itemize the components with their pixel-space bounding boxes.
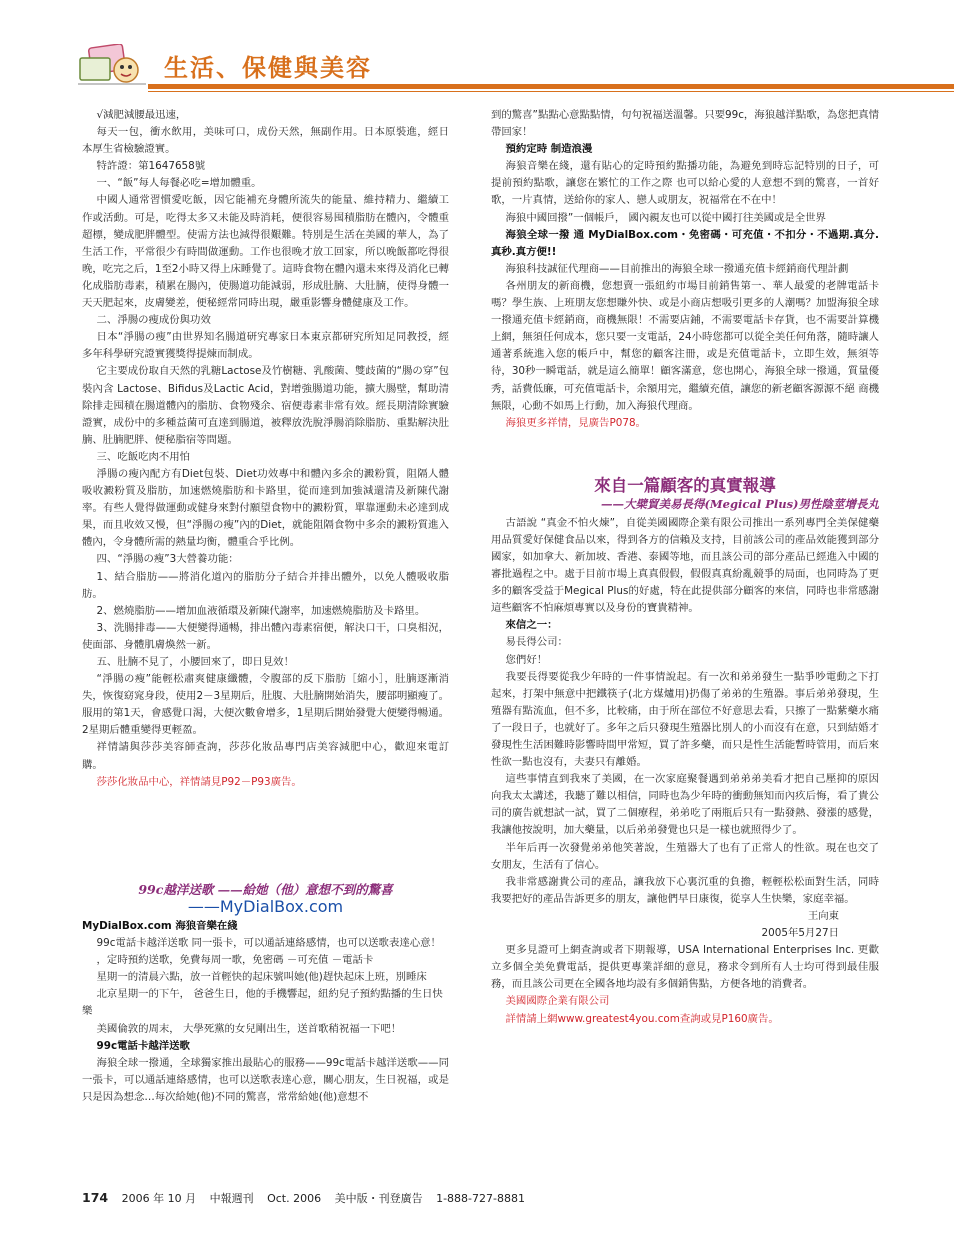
paragraph: 它主要成份取自天然的乳糖Lactose及竹樹糖、乳酸菌、雙歧菌的“腸の穿”包裝內含 Lactose、Bifidus及Lactic Acid，對增強腸道功能，擴大腸壁，幫助清除排走囤積在腸道體內的脂肪、食物殘余、宿便毒素非常有效。經長期清除實驗證實，成份中的多種益菌可直達到腸道，被釋放洗脫淨腸消除脂肪、重點解決肚腩、肚腩肥胖、便秘脂宿等問題。: [82, 365, 449, 446]
report-subtitle: ——大檗貿美易長得(Megical Plus)男性陰莖增長丸: [600, 496, 879, 511]
section-heading: 四、“淨腸の瘦”3大營養功能：: [96, 553, 239, 566]
paragraph: 到的驚喜”點點心意點點情，句句祝福送溫馨。只要99c，海狼越洋點歌，為您把真情帶回家！: [491, 109, 879, 139]
ad-heading: 99c電話卡越洋送歌: [96, 1039, 190, 1052]
edition-label: 美中版・刊登廣告: [334, 1192, 423, 1205]
ad-line: 99c電話卡越洋送歌 同一張卡，可以通話連絡感情，也可以送歌表達心意！: [96, 937, 441, 950]
paragraph: √減肥減腰最迅速，: [96, 109, 187, 121]
report-title: 來自一篇顧客的真實報導: [594, 475, 776, 495]
paragraph: 中國人通常習慣愛吃飯，因它能補充身體所流失的能量、維持精力、繼續工作或活動。可是，吃得太多又未能及時消耗，便很容易囤積脂肪在體內，令體重超標，變成肥胖體型。使需方法也減得很艱難。特別是生活在美國的華人，為了生活工作，平常很少有時間做運動。工作也很晚才放工回家，所以晚飯都吃得很晚，吃完之后，1至2小時又得上床睡覺了。這時食物在體內還未來得及消化已轉化成脂肪毒素，積累在腸內，使腸道功能減弱，形成肚腩、大肚腩，使得身體一天天肥起來，皮膚變差，便秘經常同時出現，嚴重影響身體健康及工作。: [82, 194, 449, 310]
paragraph: 日本“淨腸の痩”由世界知名腸道研究專家日本東京都研究所知足同教授，經多年科學研究證實獲獎得提煉而制成。: [82, 331, 449, 361]
section-heading: 一、“飯”每人每餐必吃=增加體重。: [96, 177, 262, 190]
paragraph: 這些事情直到我來了美國，在一次家庭聚餐遇到弟弟弟美看才把自己壓抑的原因向我太太講述，我聽了難以相信，同時也為少年時的衝動無知而內疚后悔，看了貴公司的廣告就想試一試，買了二個療程，弟弟吃了兩瓶后只有一點發熱、發漲的感覺，我讓他按說明，加大藥量，以后弟弟發覺也只是一樣也就照得少了。: [491, 773, 879, 837]
ad-phone: 1-888-727-8881: [436, 1192, 525, 1205]
right-column: [491, 107, 879, 1028]
company-name: 美國國際企業有限公司: [505, 995, 610, 1008]
song-ad-block: [82, 882, 449, 1106]
page-footer: [82, 1190, 535, 1206]
promo-line: 海狼全球一撥 通 MyDialBox.com・免密碼・可充值・不扣分・不過期.真分.真秒.真方便!!: [491, 228, 879, 258]
ad-url: ——MyDialBox.com: [187, 897, 344, 916]
ad-line: 星期一的清晨六點，放一首輕快的起床號叫她(他)趕快起床上班，別睡床: [96, 971, 427, 984]
issue-date: 2006 年 10 月: [121, 1192, 197, 1205]
paragraph: 半年后再一次發覺弟弟他笑著說，生殖器大了也有了正常人的性欲。現在也交了女朋友，生活有了信心。: [491, 841, 879, 871]
letter-signature: 王向東: [807, 909, 839, 922]
ad-line: ，定時預約送歌，免費每周一歌，免密碼 －可充值 －電話卡: [96, 954, 374, 967]
ad-reference: 海狼更多祥情，見廣告P078。: [505, 416, 646, 429]
paragraph: 海狼科技誠征代理商——目前推出的海狼全球一撥通充值卡經銷商代理計劃: [505, 262, 849, 275]
letter-date: 2005年5月27日: [761, 927, 839, 940]
ad-line: 美國倫敦的周末， 大學死黨的女兒剛出生，送首歌稍祝福一下吧！: [96, 1022, 402, 1035]
paragraph: 淨腸の瘦內配方有Diet包裝、Diet功效專中和體內多余的澱粉質，阻隔人體吸收澱粉質及脂肪，加速燃燒脂肪和卡路里，從而達到加強減還清及新陳代謝率。有些人覺得做運動或健身來對付願望食物中的澱粉質，單靠運動未必達到成果，而且收效又慢，但“淨腸の瘦”內的Diet，就能阻隔食物中多余的澱粉質進入體內，令身體所需的熱量均衡，體重合乎比例。: [82, 467, 449, 549]
section-heading: 五、肚腩不見了，小腰回來了，即日見效！: [96, 656, 294, 668]
spacer: [491, 432, 879, 474]
section-heading: 二、淨腸の痩成份與功效: [96, 314, 211, 327]
ad-line: 海狼全球一撥通，全球獨家推出最貼心的服務——99c電話卡越洋送歌——同一張卡，可以通話連絡感情，也可以送歌表達心意，關心朋友，生日祝福，或是只是因為想念…每次給她(他)不同的驚喜，常常給她(他)意想不: [82, 1056, 449, 1103]
left-column: [82, 107, 449, 791]
section-heading: 三、吃飯吃肉不用怕: [96, 450, 191, 463]
paragraph: “淨腸の瘦”能輕松肅爽健康纖體，令腹部的反下脂肪［縮小］，肚腩逐漸消失，恢復窈窕身段，使用2－3星期后，肚腹、大肚腩開始消失，腰部明顯瘦了。服用的第1天，會感覺口渴，大便次數會增多，1星期后開始發覺大便變得暢通。2星期后體重變得更輕盈。: [82, 673, 449, 737]
letter-heading: 來信之一：: [505, 619, 558, 632]
paragraph: 祥情請與莎莎美容師查詢，莎莎化妝品專門店美容減肥中心，歡迎來電訂購。: [82, 741, 449, 771]
section-heading: 預約定時 制造浪漫: [505, 143, 593, 156]
ad-line: MyDialBox.com 海狼音樂在綫: [82, 920, 238, 932]
header-rule-thin: [148, 91, 954, 92]
header-rule: [148, 84, 954, 89]
lifestyle-logo-icon: [76, 44, 148, 88]
list-item: 2、燃燒脂肪——增加血液循環及新陳代謝率，加速燃燒脂肪及卡路里。: [96, 604, 426, 617]
letter-greeting: 您們好！: [505, 653, 548, 666]
paragraph: 各州朋友的新商機，您想賣一張紐約市場目前銷售第一、華人最愛的老牌電話卡嗎？學生族、上班朋友您想賺外快、或是小商店想吸引更多的人潮嗎？加盟海狼全球一撥通充值卡經銷商，商機無限！不需要店鋪，不需要電話卡存貨，也不需要計算機上網，無須任何成本，您只要一支電話，24小時您都可以從全美任何角落，隨時讓人通著系統進入您的帳戶中，幫您的顧客注冊，或是充值電話卡，立即生效，無須等待，30秒一瞬電話，就是這么簡單！顧客滿意，您也開心，海狼全球一撥通，質量優秀，話費低廉，可充值電話卡，余額用完，繼續充值，讓您的新老顧客源源不絕 商機無限，心動不如馬上行動，加入海狼代理商。: [491, 279, 879, 412]
magazine-name: 中報週刊: [209, 1192, 254, 1205]
paragraph: 我非常感謝貴公司的產品，讓我放下心裏沉重的負擔，輕輕松松面對生活，同時我要把好的產品告訴更多的朋友，讓他們早日康復，從享人生快樂，家庭幸福。: [491, 875, 879, 905]
page-number: 174: [82, 1190, 109, 1205]
paragraph: 海狼中國回撥”一個帳戶， 國內親友也可以從中國打往美國或是全世界: [505, 211, 826, 224]
section-header: [68, 40, 888, 90]
ad-line: 北京星期一的下午， 爸爸生日，他的手機響起，紐約兒子預約點播的生日快樂: [82, 988, 443, 1018]
paragraph: 古語說 “真金不怕火煉”，自從美國國際企業有限公司推出一系列專門全美保健藥用品質愛好保健食品以來，得到各方的信賴及支持，目前該公司的產品效能獲到部分國家，如加拿大、新加坡、香港、泰國等地，而且該公司的部分產品已經進入中國的審批過程之中。處于目前市場上真真假假，假假真真紛亂競爭的局面，也同時為了更多的顧客受益于Megical Plus的好處，特在此提供部分顧客的來信，同時也非常感謝這些顧客不怕麻煩專實以及身份的寶貴精神。: [491, 516, 879, 615]
ad-reference: 莎莎化妝品中心，祥情請見P92－P93廣告。: [96, 775, 302, 788]
list-item: 1、結合脂肪——將消化道內的脂肪分子結合并排出體外，以免人體吸收脂肪。: [82, 570, 449, 600]
paragraph: 特許證：第1647658號: [96, 160, 206, 173]
section-title: 生活、保健與美容: [164, 54, 372, 82]
list-item: 3、洗腸排毒——大便變得通暢，排出體內毒素宿便，解決口干，口臭相況，使面部、身體肌膚煥然一新。: [82, 621, 449, 651]
paragraph: 我要長得要從我少年時的一件事情說起。有一次和弟弟發生一點爭吵電動之下打起來，打架中無意中把鐵筷子(北方煤爐用)扔傷了弟弟的生殖器。事后弟弟發現，生殖器有點流血，但不多，比較痛，由于所在部位不好意思去看，只擦了一點紫藥水痛了一段日子，也就好了。多年之后只發現生殖器比別人的小而沒有在意，只到結婚才發現性生活困難時影響時間甲常短，買了許多藥，而只是性生活能暫時管用，而后來性欲一點也沒有，夫妻只有離婚。: [491, 670, 879, 769]
issue-month: Oct. 2006: [267, 1192, 322, 1205]
letter-salutation: 易長得公司：: [505, 636, 568, 649]
ad-reference: 詳情請上網www.greatest4you.com查詢或見P160廣告。: [505, 1012, 779, 1025]
paragraph: 每天一包，衝水飲用，美味可口，成份天然，無副作用。日本原裝進，經日本厚生省檢驗證實。: [82, 126, 449, 156]
ad-title: 99c越洋送歌 ——給她（他）意想不到的驚喜: [138, 882, 393, 897]
paragraph: 更多見證可上網查詢或者下期報導，USA International Enterprises Inc. 更歡立多個全美免費電話，提供更專業詳細的意見，務求令到所有人士均可得到最佳服務，而且該公司更在全國各地均設有多個銷售點，方便各地的消費者。: [491, 944, 879, 991]
paragraph: 海狼音樂在綫，還有貼心的定時預約點播功能，為避免到時忘記特別的日子，可提前預約點歌，讓您在繁忙的工作之際 也可以給心愛的人意想不到的驚喜，一首好歌，一片真情，送給你的家人、戀人或朋友，祝福常在不在中！: [491, 160, 879, 207]
